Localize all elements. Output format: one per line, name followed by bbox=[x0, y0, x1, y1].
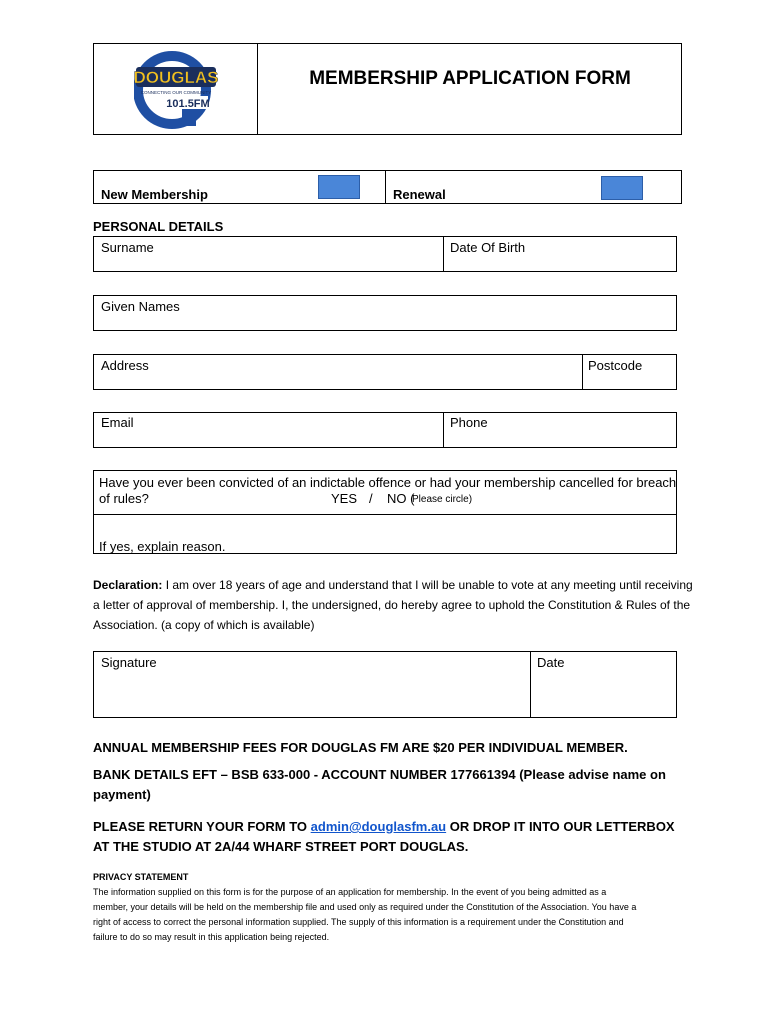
yes-option[interactable]: YES bbox=[331, 491, 358, 506]
conviction-question-line2: of rules? bbox=[99, 491, 149, 506]
conviction-box bbox=[93, 470, 677, 554]
privacy-statement: PRIVACY STATEMENT The information supplied on this form is for the purpose of an application for membership. In the event of you being admitted as a member, your details will be held on the membership file and used only as required under the Constitution of the Association. You have a right of access to correct the personal information supplied. The supply of this information is a requirement under the Constitution and failure to do so may result in this application being rejected. bbox=[93, 870, 693, 945]
email-phone-row bbox=[93, 412, 677, 448]
surname-field[interactable]: Surname bbox=[101, 240, 154, 255]
option-separator: / bbox=[369, 491, 373, 506]
address-postcode-row bbox=[93, 354, 677, 390]
personal-details-heading: PERSONAL DETAILS bbox=[93, 219, 224, 234]
bank-details: BANK DETAILS EFT – BSB 633-000 - ACCOUNT NUMBER 177661394 (Please advise name on payment) bbox=[93, 767, 666, 802]
renewal-checkbox[interactable] bbox=[601, 176, 643, 200]
form-title: MEMBERSHIP APPLICATION FORM bbox=[309, 68, 631, 89]
svg-text:101.5FM: 101.5FM bbox=[166, 98, 210, 110]
membership-type-row bbox=[93, 170, 682, 204]
privacy-title: PRIVACY STATEMENT bbox=[93, 872, 189, 882]
email-field[interactable]: Email bbox=[101, 415, 134, 430]
phone-field[interactable]: Phone bbox=[450, 415, 488, 430]
email-link[interactable]: admin@douglasfm.au bbox=[310, 819, 447, 834]
given-names-field[interactable]: Given Names bbox=[101, 299, 180, 314]
please-circle-note: Please circle) bbox=[412, 494, 473, 505]
form-header bbox=[93, 43, 682, 135]
given-names-row bbox=[93, 295, 677, 331]
return-instructions: PLEASE RETURN YOUR FORM TO admin@douglasfm.au OR DROP IT INTO OUR LETTERBOX AT THE STUDIO AT 2A/44 WHARF STREET PORT DOUGLAS. bbox=[93, 819, 675, 854]
douglas-fm-logo bbox=[134, 50, 218, 130]
new-membership-checkbox[interactable] bbox=[318, 175, 360, 199]
signature-date-row bbox=[93, 651, 677, 718]
postcode-field[interactable]: Postcode bbox=[588, 358, 643, 373]
declaration-text: Declaration: I am over 18 years of age and understand that I will be unable to vote at any meeting until receiving a letter of approval of membership. I, the undersigned, do hereby agree to uphold the Constitution & Rules of the Association. (a copy of which is available) bbox=[93, 578, 693, 632]
no-option[interactable]: NO ( bbox=[387, 491, 415, 506]
new-membership-label: New Membership bbox=[101, 187, 208, 202]
svg-text:DOUGLAS: DOUGLAS bbox=[134, 68, 218, 87]
explain-reason-field[interactable]: If yes, explain reason. bbox=[99, 539, 226, 554]
signature-field[interactable]: Signature bbox=[101, 655, 157, 670]
surname-dob-row bbox=[93, 236, 677, 272]
date-field[interactable]: Date bbox=[537, 655, 565, 670]
declaration-label: Declaration: bbox=[93, 578, 163, 592]
date-of-birth-field[interactable]: Date Of Birth bbox=[450, 240, 526, 255]
svg-text:CONNECTING OUR COMMUNITY: CONNECTING OUR COMMUNITY bbox=[140, 90, 212, 95]
fees-note: ANNUAL MEMBERSHIP FEES FOR DOUGLAS FM ARE $20 PER INDIVIDUAL MEMBER. bbox=[93, 740, 628, 755]
address-field[interactable]: Address bbox=[101, 358, 149, 373]
renewal-label: Renewal bbox=[393, 187, 446, 202]
conviction-question-line1: Have you ever been convicted of an indictable offence or had your membership cancelled for breach bbox=[99, 475, 677, 490]
